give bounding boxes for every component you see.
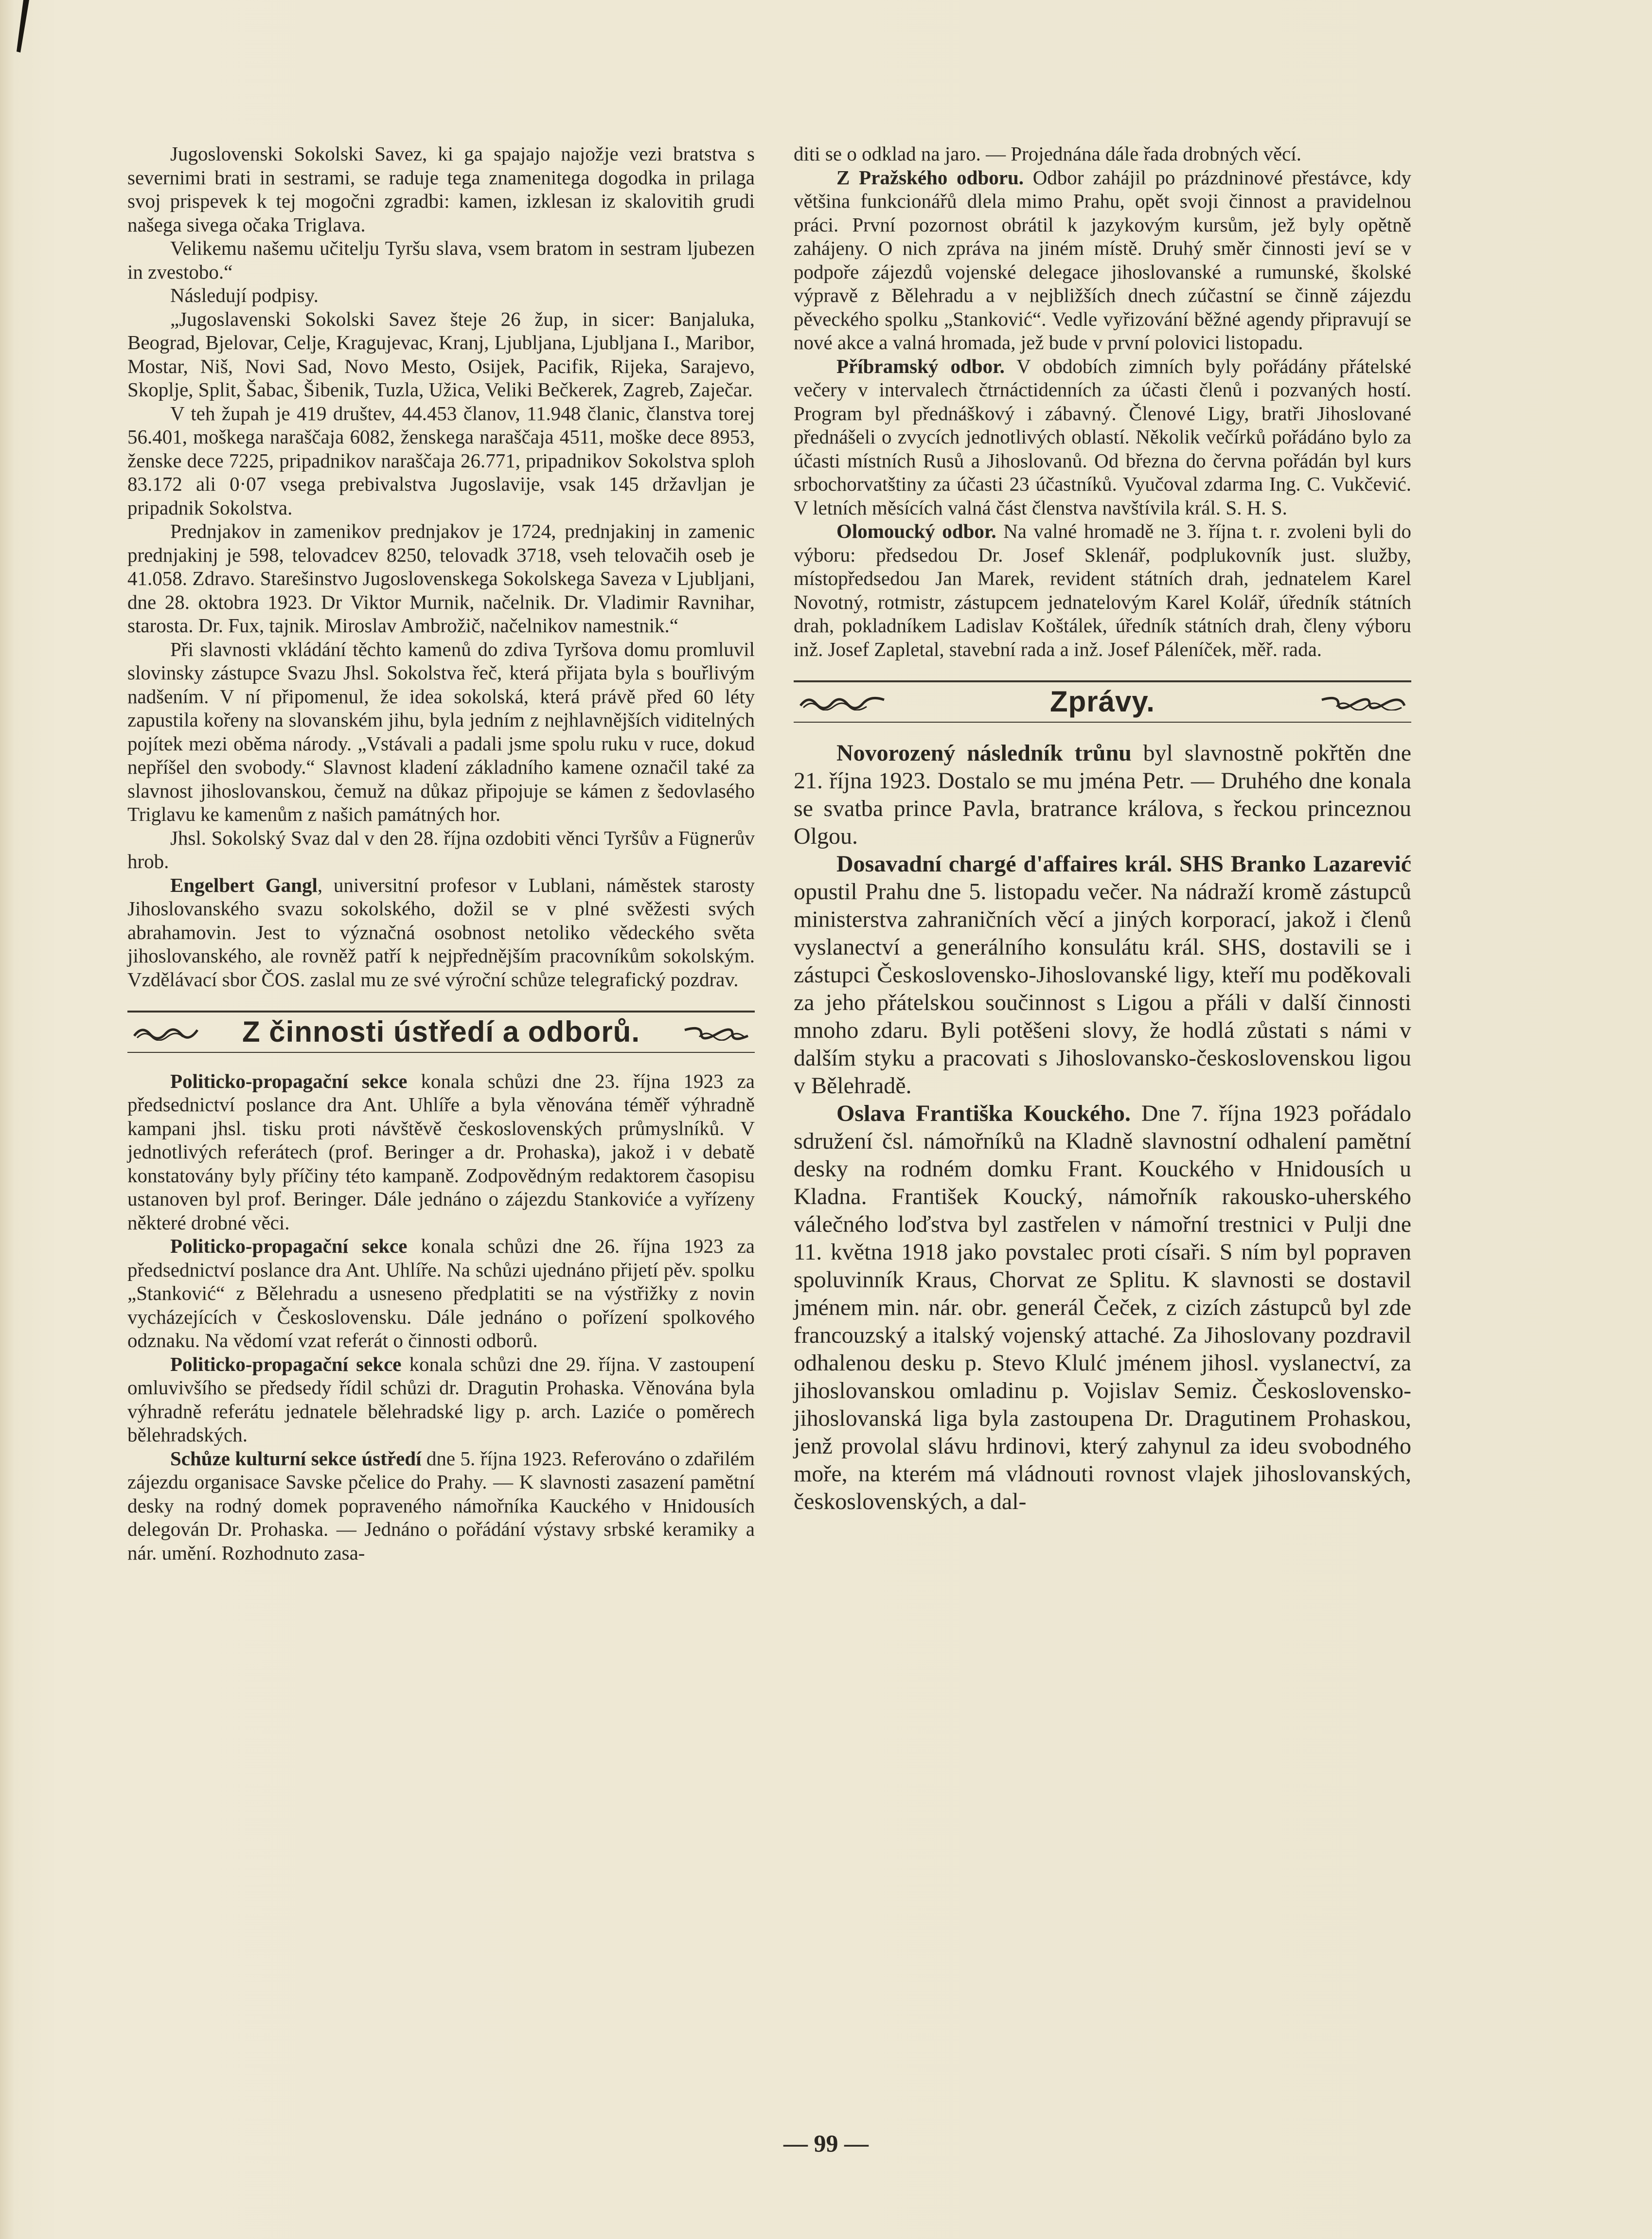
heading-row: [127, 1017, 755, 1047]
left-column: [127, 142, 755, 1564]
ornament-right-icon: [682, 1023, 750, 1041]
news-section: [794, 739, 1411, 1515]
ink-mark-icon: [9, 0, 38, 53]
paragraph: [794, 850, 1411, 1100]
paragraph-text: konala schůzi dne 29. října. V zastoupení omluvivšího se předsedy řídil schůzi dr. Dragutin Prohaska. Věnována byla výhradně referátu jednatele bělehradské ligy p. arch. Laziće o poměrech bělehradských.: [127, 1352, 755, 1446]
paragraph: [127, 873, 755, 992]
paragraph-text: dne 5. října 1923. Referováno o zdařilém zájezdu organisace Savske pčelice do Prahy. — K slavnosti zasazení pamětní desky na rodný domek popraveného námořníka Kauckého v Hnidousích delegován Dr. Prohaska. — Jednáno o pořádání výstavy srbské keramiky a nár. umění. Rozhodnuto zasa-: [127, 1447, 755, 1564]
paragraph: Jugoslovenski Sokolski Savez, ki ga spajajo najožje vezi bratstva s severnimi brati in sestrami, se raduje tega znamenitega dogodka in prilaga svoj prispevek k tej mogočni zgradbi: kamen, izklesan iz skalovitih grudi našega sivega očaka Triglava.: [127, 142, 755, 236]
paragraph-text: byl slavnostně pokřtěn dne 21. října 1923. Dostalo se mu jména Petr. — Druhého dne konala se svatba prince Pavla, bratrance králova, s řeckou princeznou Olgou.: [794, 740, 1411, 849]
paragraph-text: opustil Prahu dne 5. listopadu večer. Na nádraží kromě zástupců ministerstva zahraničních věcí a jiných korporací, jakož i členů vyslanectví a generálního konsulátu král. SHS, dostavili se i zástupci Československo-Jihoslovanské ligy, kteří mu poděkovali za jeho přátelskou součinnost s Ligou a přáli v další činnosti mnoho zdaru. Byli potěšeni slovy, že hodlá zůstati s námi v dalším styku a pracovati s Jihoslovansko-československou ligou v Bělehradě.: [794, 878, 1411, 1099]
bold-lead: Schůze kulturní sekce ústředí: [170, 1447, 422, 1470]
paragraph: V teh župah je 419 društev, 44.453 članov, 11.948 članic, članstva torej 56.401, moškega naraščaja 6082, ženskega naraščaja 4511, moške dece 8953, ženske dece 7225, pripadnikov naraščaja 26.771, pripadnikov Sokolstva sploh 83.172 ali 0·07 vsega prebivalstva Jugoslavije, vsak 145 državljan je pripadnik Sokolstva.: [127, 402, 755, 519]
ornament-right-icon: [1319, 693, 1406, 711]
paragraph: Následují podpisy.: [170, 284, 319, 306]
bold-lead: Oslava Františka Kouckého.: [836, 1100, 1131, 1126]
section-title: Z činnosti ústředí a odborů.: [242, 1015, 640, 1048]
bold-lead: Engelbert Gangl: [170, 873, 318, 896]
divider: [127, 1011, 755, 1013]
paragraph: Jhsl. Sokolský Svaz dal v den 28. října ozdobiti věnci Tyršův a Fügnerův hrob.: [127, 826, 755, 872]
paragraph-text: , universitní profesor v Lublani, náměstek starosty Jihoslovanského svazu sokolského, dožil se v plné svěžesti svých abrahamovin. Jest to význačná osobnost netoliko vědeckého světa jihoslovanského, ale rovněž patří k nejpřednějším pracovníkům sokolským. Vzdělávací sbor ČOS. zaslal mu ze své výroční schůze telegrafický pozdrav.: [127, 873, 755, 991]
paragraph-text: konala schůzi dne 23. října 1923 za předsednictví poslance dra Ant. Uhlíře a byla věnována téměř výhradně kampani jhsl. tisku proti návštěvě československých průmyslníků. V jednotlivých referátech (prof. Beringer a dr. Prohaska), jakož i v debatě konstatovány byly příčiny této kampaně. Zodpovědným redaktorem časopisu ustanoven byl prof. Beringer. Dále jednáno o zájezdu Stankoviće a vyřízeny některé drobné věci.: [127, 1069, 755, 1234]
paragraph: diti se o odklad na jaro. — Projednána dále řada drobných věcí.: [794, 142, 1302, 165]
divider: [794, 722, 1411, 723]
heading-row: [794, 687, 1411, 717]
paragraph: [127, 1069, 755, 1235]
paragraph: [127, 1234, 755, 1352]
page-number: — 99 —: [783, 2130, 869, 2157]
ornament-left-icon: [799, 693, 886, 711]
paragraph: „Jugoslavenski Sokolski Savez šteje 26 žup, in sicer: Banjaluka, Beograd, Bjelovar, Celje, Kragujevac, Kranj, Ljubljana, Ljubljana I., Maribor, Mostar, Niš, Novi Sad, Novo Mesto, Osijek, Pacifik, Rijeka, Sarajevo, Skoplje, Split, Šabac, Šibenik, Tuzla, Užica, Veliki Bečkerek, Zagreb, Zaječar.: [127, 307, 755, 401]
section-title: Zprávy.: [1050, 685, 1155, 718]
paragraph: Prednjakov in zamenikov prednjakov je 1724, prednjakinj in zamenic prednjakinj je 598, telovadcev 8250, telovadk 3718, vseh telovačih oseb je 41.058. Zdravo. Starešinstvo Jugoslovenskega Sokolskega Saveza v Ljubljani, dne 28. oktobra 1923. Dr Viktor Murnik, načelnik. Dr. Vladimir Ravnihar, starosta. Dr. Fux, tajnik. Miroslav Ambrožič, načelnikov namestnik.“: [127, 520, 755, 637]
paragraph: [794, 355, 1411, 520]
paragraph-text: V obdobích zimních byly pořádány přátelské večery v intervalech čtrnáctidenních za účasti členů i pozvaných hostí. Program byl přednáškový i zábavný. Členové Ligy, bratři Jihoslované přednášeli o zvycích jednotlivých oblastí. Několik večírků pořádáno bylo za účasti místních Rusů a Jihoslovanů. Od března do června pořádán byl kurs srbochorvatštiny za účasti 23 účastníků. Vyučoval zdarma Ing. C. Vukčević. V letních měsících valná část členstva navštívila král. S. H. S.: [794, 355, 1411, 519]
paragraph: [794, 166, 1411, 355]
divider: [794, 680, 1411, 682]
paragraph: Velikemu našemu učitelju Tyršu slava, vsem bratom in sestram ljubezen in zvestobo.“: [127, 237, 755, 283]
bold-lead: Olomoucký odbor.: [836, 520, 996, 542]
bold-lead: Novorozený následník trůnu: [836, 740, 1132, 766]
section-heading-cinnosti: [127, 1011, 755, 1053]
paragraph: [794, 1100, 1411, 1515]
bold-lead: Politicko-propagační sekce: [170, 1235, 408, 1257]
paragraph-text: Na valné hromadě ne 3. října t. r. zvoleni byli do výboru: předsedou Dr. Josef Sklenář, podplukovník just. služby, místopředsedou Jan Marek, revident státních drah, jednatelem Karel Novotný, rotmistr, zástupcem jednatelovým Karel Kolář, úředník státních drah, pokladníkem Ladislav Koštálek, úředník státních drah, členy výboru inž. Josef Zapletal, stavební rada a inž. Josef Páleníček, měř. rada.: [794, 520, 1411, 660]
bold-lead: Dosavadní chargé d'affaires král. SHS Branko Lazarević: [836, 851, 1411, 877]
bold-lead: Politicko-propagační sekce: [170, 1352, 402, 1375]
bold-lead: Příbramský odbor.: [836, 355, 1005, 377]
divider: [127, 1052, 755, 1053]
ornament-left-icon: [132, 1023, 200, 1041]
right-column: [794, 142, 1411, 1515]
paragraph: [127, 1447, 755, 1565]
paragraph: [127, 1352, 755, 1447]
paragraph-text: Odbor zahájil po prázdninové přestávce, kdy většina funkcionářů dlela mimo Prahu, opět svoji činnost a pravidelnou práci. První pozornost obrátil k jazykovým kursům, jež byly opětně zahájeny. O nich zpráva na jiném místě. Druhý směr činnosti jeví se v podpoře zájezdů vojenské delegace jihoslovanské a rumunské, školské výpravě z Bělehradu a v nejbližších dnech zúčastní se činně zájezdu pěveckého spolku „Stanković“. Vedle vyřizování běžné agendy připravují se nové akce a valná hromada, jež bude v první polovici listopadu.: [794, 166, 1411, 354]
bold-lead: Politicko-propagační sekce: [170, 1069, 408, 1092]
paragraph: [794, 739, 1411, 850]
paragraph-text: Dne 7. října 1923 pořádalo sdružení čsl. námořníků na Kladně slavnostní odhalení pamětní desky na rodném domku Frant. Kouckého v Hnidousích u Kladna. František Koucký, námořník rakousko-uherského válečného loďstva byl zastřelen v námořní trestnici v Pulji dne 11. května 1918 jako povstalec proti císaři. S ním byl popraven spoluvinník Kraus, Chorvat ze Splitu. K slavnosti se dostavil jménem min. nár. obr. generál Čeček, z cizích zástupců byl zde francouzský a italský vojenský attaché. Za Jihoslovany pozdravil odhalenou desku p. Stevo Klulć jménem jihosl. vyslanectví, za jihoslovanskou omladinu p. Vojislav Semiz. Československo-jihoslovanská liga byla zastoupena Dr. Dragutinem Prohaskou, jenž provolal slávu hrdinovi, který zahynul za ideu svobodného moře, na kterém má vládnouti rovnost vlajek jihoslovanských, československých, a dal-: [794, 1100, 1412, 1514]
paragraph: [794, 519, 1411, 661]
paragraph-text: konala schůzi dne 26. října 1923 za předsednictví poslance dra Ant. Uhlíře. Na schůzi ujednáno přijetí pěv. spolku „Stanković“ z Bělehradu a usneseno předplatiti se na výstřižky z novin vycházejících v Československu. Dále jednáno o pořízení spolkového odznaku. Na vědomí vzat referát o činnosti odborů.: [127, 1235, 755, 1351]
section-heading-zpravy: [794, 680, 1411, 723]
paragraph: Při slavnosti vkládání těchto kamenů do zdiva Tyršova domu promluvil slovinsky zástupce Svazu Jhsl. Sokolstva řeč, která přijata byla s bouřlivým nadšením. V ní připomenul, že idea sokolská, která právě před 60 léty zapustila kořeny na slovanském jihu, byla jedním z nejhlavnějších viditelných pojítek mezi oběma národy. „Vstávali a padali jsme spolu ruku v ruce, dokud nepříšel den svobody.“ Slavnost kladení základního kamene označil také za slavnost jihoslovanskou, čemuž na důkaz připojuje se kámen z šedovlasého Triglavu ke kamenům z našich památných hor.: [127, 638, 755, 825]
bold-lead: Z Pražského odboru.: [836, 166, 1024, 189]
